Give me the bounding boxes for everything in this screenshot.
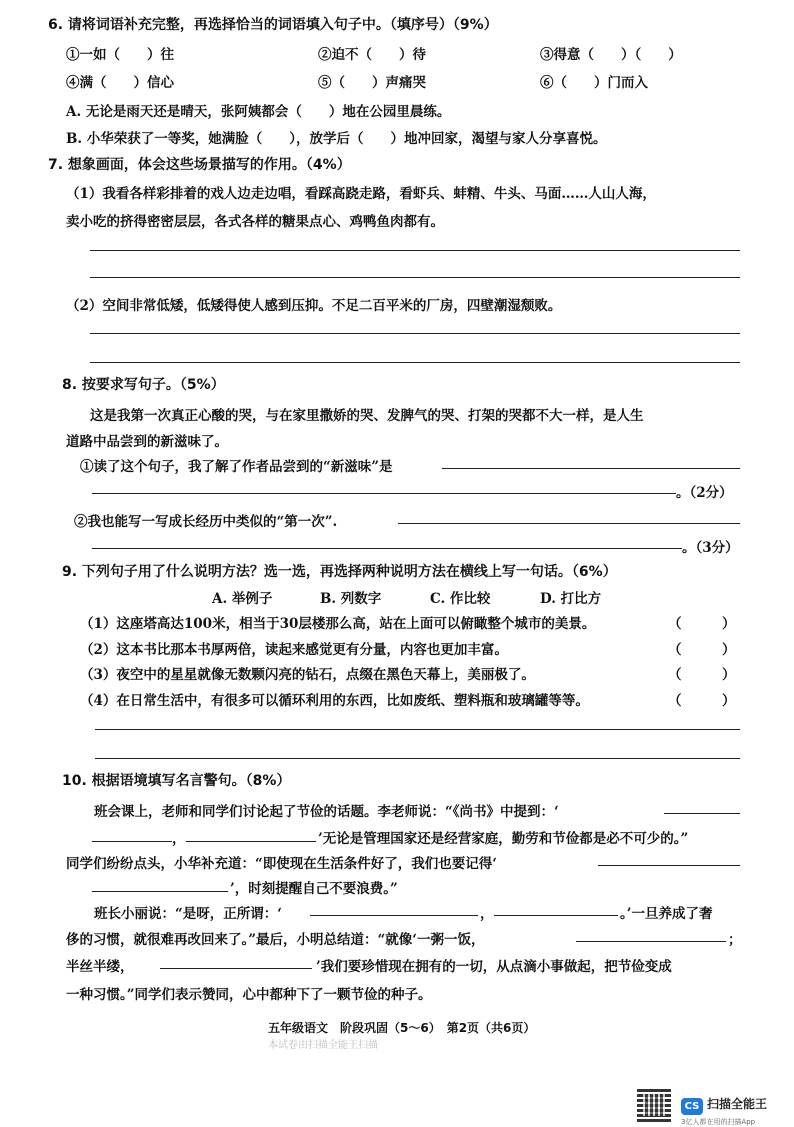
q10-blank-1a[interactable]: [664, 813, 740, 814]
q7-passage-2: （2）空间非常低矮，低矮得使人感到压抑。不足二百平米的厂房，四壁潮湿颓败。: [66, 298, 562, 314]
q9-option-a: A. 举例子: [212, 591, 273, 607]
q8-score-2: 。（3分）: [682, 540, 739, 556]
q7-answer-line-3[interactable]: [90, 333, 740, 334]
q6-item-1: ①一如（ ）往: [66, 47, 174, 63]
q10-line-5c: 。’一旦养成了奢: [620, 906, 713, 922]
q8-answer-line-1a[interactable]: [442, 468, 740, 469]
q10-blank-6[interactable]: [576, 941, 726, 942]
q10-blank-1b[interactable]: [92, 841, 172, 842]
q7-answer-line-1[interactable]: [90, 250, 740, 251]
q8-sub-question-2: ②我也能写一写成长经历中类似的“第一次”.: [74, 514, 338, 530]
q10-blank-3b[interactable]: [92, 891, 228, 892]
q8-passage-2: 道路中品尝到的新滋味了。: [66, 434, 228, 450]
qr-code-icon: [637, 1088, 671, 1122]
footer-faint-text: 本试卷由扫描全能王扫描: [268, 1040, 378, 1051]
q9-item-2: （2）这本书比那本书厚两倍，读起来感觉更有分量，内容也更加丰富。: [80, 642, 508, 658]
q8-passage-1: 这是我第一次真正心酸的哭，与在家里撒娇的哭、发脾气的哭、打架的哭都不大一样，是人生: [90, 408, 644, 424]
q10-line-2b: ’无论是管理国家还是经营家庭，勤劳和节俭都是必不可少的。”: [318, 831, 689, 847]
q10-blank-7[interactable]: [160, 968, 312, 969]
q8-score-1: 。（2分）: [676, 485, 733, 501]
q9-title: 9. 下列句子用了什么说明方法？选一选，再选择两种说明方法在横线上写一句话。（6%）: [62, 564, 617, 580]
q6-title: 6. 请将词语补充完整，再选择恰当的词语填入句子中。（填序号）（9%）: [48, 17, 498, 33]
q6-item-3: ③得意（ ）（ ）: [540, 47, 682, 63]
q10-line-7a: 半丝半缕，: [66, 959, 134, 975]
q10-blank-2[interactable]: [186, 841, 316, 842]
q8-answer-line-2b[interactable]: [92, 548, 682, 549]
q10-line-6a: 侈的习惯，就很难再改回来了。”最后，小明总结道：“就像‘一粥一饭，: [66, 932, 485, 948]
camscanner-logo-icon: CS: [681, 1098, 703, 1115]
q10-line-3: 同学们纷纷点头，小华补充道：“即使现在生活条件好了，我们也要记得‘: [66, 856, 497, 872]
q6-item-4: ④满（ ）信心: [66, 75, 174, 91]
q10-line-4: ’，时刻提醒自己不要浪费。”: [230, 881, 398, 897]
q8-title: 8. 按要求写句子。（5%）: [62, 377, 225, 393]
q6-item-2: ②迫不（ ）待: [318, 47, 426, 63]
q7-title: 7. 想象画面，体会这些场景描写的作用。（4%）: [48, 157, 351, 173]
q9-option-b: B. 列数字: [320, 591, 382, 607]
q9-answer-line-2[interactable]: [95, 758, 740, 759]
q9-option-c: C. 作比较: [430, 591, 491, 607]
q7-answer-line-4[interactable]: [90, 362, 740, 363]
q10-blank-3a[interactable]: [598, 865, 740, 866]
q6-sentence-b: B. 小华荣获了一等奖，她满脸（ ），放学后（ ）地冲回家，渴望与家人分享喜悦。: [66, 131, 607, 147]
q9-answer-paren-1[interactable]: （ ）: [668, 616, 736, 632]
q10-line-5a: 班长小丽说：“是呀，正所谓：‘: [94, 906, 282, 922]
q6-item-6: ⑥（ ）门而入: [540, 75, 648, 91]
q8-sub-question-1: ①读了这个句子，我了解了作者品尝到的“新滋味”是: [80, 459, 393, 475]
q10-blank-5b[interactable]: [494, 915, 618, 916]
page-footer: 五年级语文 阶段巩固（5～6） 第2页（共6页）: [268, 1021, 536, 1035]
q7-answer-line-2[interactable]: [90, 277, 740, 278]
q9-item-1: （1）这座塔高达100米，相当于30层楼那么高，站在上面可以俯瞰整个城市的美景。: [80, 616, 596, 632]
q9-option-d: D. 打比方: [540, 591, 602, 607]
q10-blank-5a[interactable]: [310, 915, 478, 916]
q7-passage-1b: 卖小吃的挤得密密层层，各式各样的糖果点心、鸡鸭鱼肉都有。: [66, 214, 444, 230]
q6-item-5: ⑤（ ）声痛哭: [318, 75, 426, 91]
q9-item-3: （3）夜空中的星星就像无数颗闪亮的钻石，点缀在黑色天幕上，美丽极了。: [80, 667, 535, 683]
q10-line-6b: ；: [728, 932, 742, 948]
q9-answer-paren-3[interactable]: （ ）: [668, 667, 736, 683]
q6-sentence-a: A. 无论是雨天还是晴天，张阿姨都会（ ）地在公园里晨练。: [66, 104, 451, 120]
q9-answer-paren-2[interactable]: （ ）: [668, 642, 736, 658]
q8-answer-line-2a[interactable]: [398, 523, 740, 524]
q10-line-7b: ’我们要珍惜现在拥有的一切，从点滴小事做起，把节俭变成: [316, 959, 672, 975]
q10-line-2a: ，: [172, 831, 186, 847]
q10-line-5b: ，: [480, 906, 494, 922]
q10-line-1: 班会课上，老师和同学们讨论起了节俭的话题。李老师说：“《尚书》中提到：‘: [94, 804, 559, 820]
q10-title: 10. 根据语境填写名言警句。（8%）: [62, 773, 291, 789]
q9-answer-paren-4[interactable]: （ ）: [668, 693, 736, 709]
q10-line-8: 一种习惯。”同学们表示赞同，心中都种下了一颗节俭的种子。: [66, 987, 432, 1003]
camscanner-tagline: 3亿人都在用的扫描App: [681, 1118, 756, 1126]
q7-passage-1a: （1）我看各样彩排着的戏人边走边唱，看踩高跷走路，看虾兵、蚌精、牛头、马面……人山人海，: [66, 186, 656, 202]
q8-answer-line-1b[interactable]: [92, 493, 676, 494]
q9-answer-line-1[interactable]: [95, 729, 740, 730]
camscanner-name: 扫描全能王: [707, 1097, 768, 1111]
q9-item-4: （4）在日常生活中，有很多可以循环利用的东西，比如废纸、塑料瓶和玻璃罐等等。: [80, 693, 589, 709]
